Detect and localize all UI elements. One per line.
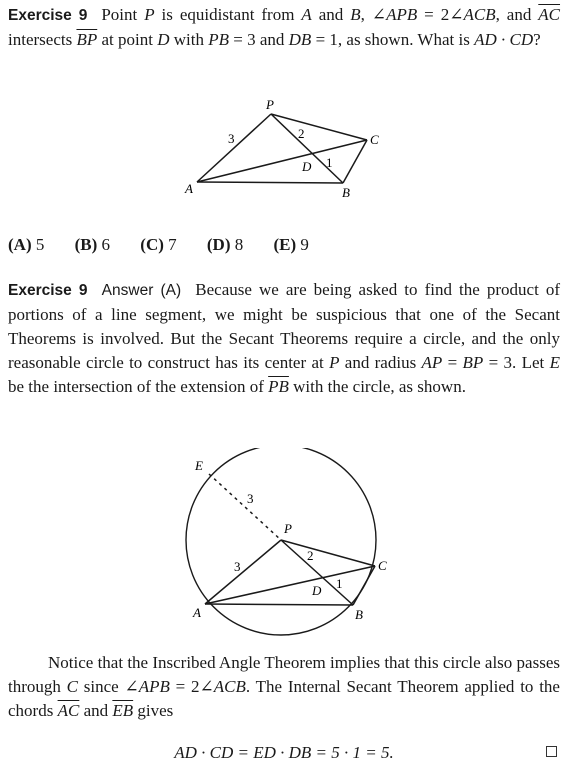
label-b: B [342,185,350,200]
segment-ac [205,566,375,604]
label-c: C [378,558,387,573]
figure-1-diagram [0,95,571,210]
answer-choices [8,233,335,257]
label-p: P [284,521,292,536]
segment-ap [197,114,271,182]
answer-paragraph: Exercise 9 Answer (A) Because we are being asked to find the product of portions of a line segment, we might be suspicious that one of the Secant Theorems is involved. But the Secant Theorems require a circle, and the only reasonable circle to construct has its center at P and radius AP = BP = 3. Let E be the intersection of the extension of $\overline{PB}$ with the circle, as shown. [8,280,561,396]
choice-c: (C) 7 [140,235,177,254]
answer-label: Answer (A) [101,282,182,299]
exercise-label: Exercise 9 [8,7,88,24]
final-equation: AD · CD = ED · DB = 5 · 1 = 5. [174,743,394,762]
segment-cb [353,566,375,605]
label-a: A [193,605,201,620]
choice-a: (A) 5 [8,235,45,254]
segment-ap [205,540,281,604]
segment-cb [343,140,367,183]
label-ap-length: 3 [234,559,241,574]
label-a: A [185,181,193,196]
label-b: B [355,607,363,622]
label-db-length: 1 [336,576,343,591]
segment-ac [197,140,367,182]
label-p: P [266,97,274,112]
circle [186,448,376,635]
notice-paragraph: Notice that the Inscribed Angle Theorem implies that this circle also passes through C since ∠APB = 2∠ACB. The Internal Secant Theorem applied to the chords $\overline{AC}$ and $\overline{EB}$ gives [8,653,560,720]
label-ep-length: 3 [247,491,254,506]
qed-box-icon [546,746,557,757]
problem-statement: Exercise 9 Point P is equidistant from A and B, ∠APB = 2∠ACB, and $\overline{AC}$ intersects $\overline{BP}$ at point D with PB = 3 and DB = 1, as shown. What is AD · CD? [8,5,561,49]
label-e: E [195,458,203,473]
label-ap-length: 3 [228,131,235,146]
segment-ab [205,604,353,605]
choice-b: (B) 6 [74,235,111,254]
segment-ep-dashed [209,474,281,540]
answer-exercise-label: Exercise 9 [8,282,88,299]
label-pd-length: 2 [307,548,314,563]
label-pd-length: 2 [298,126,305,141]
label-d: D [302,159,312,174]
label-db-length: 1 [326,155,333,170]
label-c: C [370,132,379,147]
segment-ab [197,182,343,183]
figure-2-diagram [0,448,571,648]
label-d: D [312,583,322,598]
choice-d: (D) 8 [206,235,244,254]
choice-e: (E) 9 [273,235,309,254]
